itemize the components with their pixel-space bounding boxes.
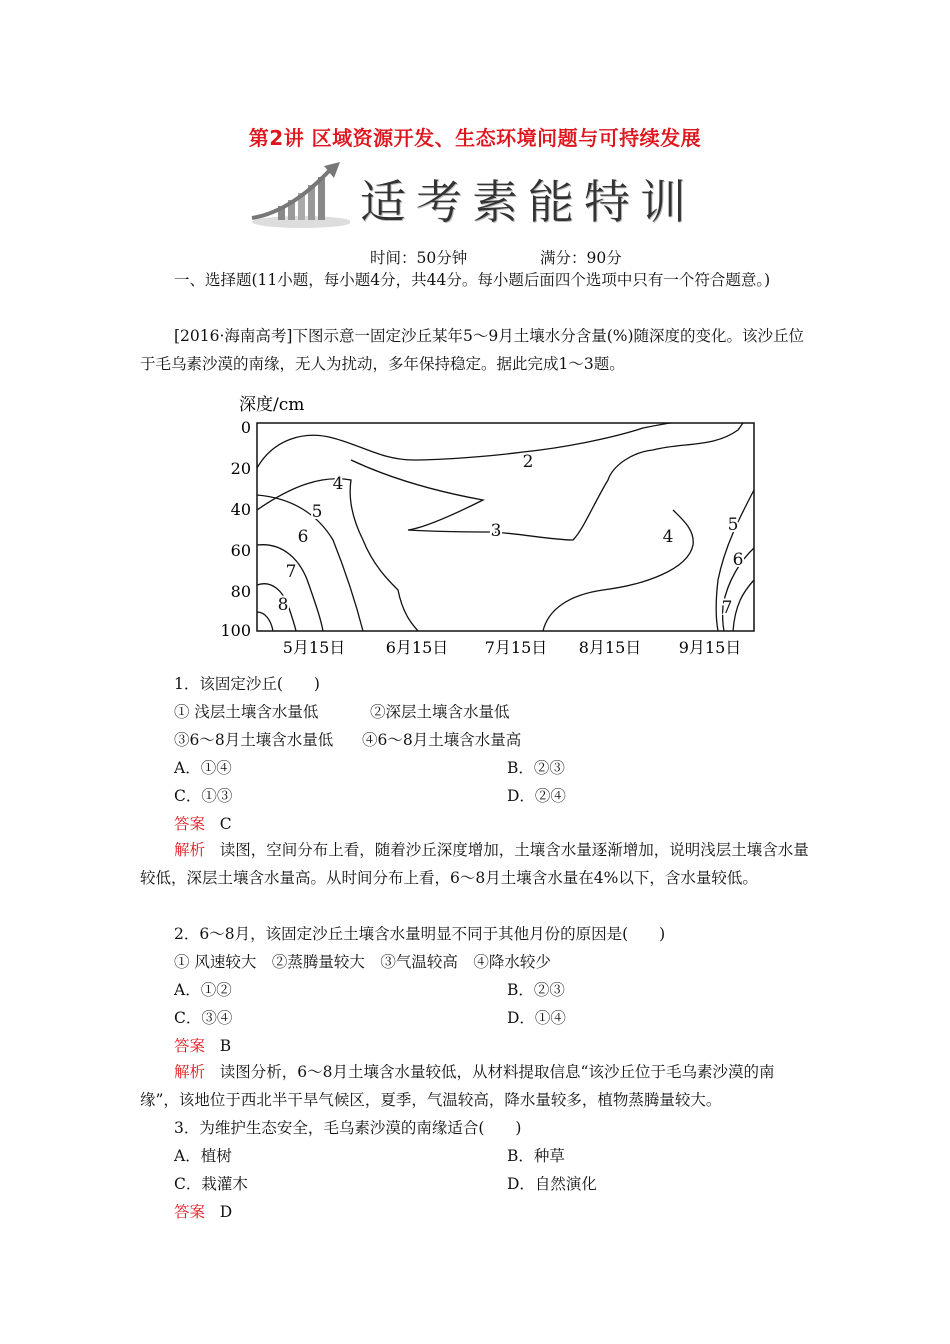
x-ticks <box>283 638 742 657</box>
q1-item: ④6～8月土壤含水量高 <box>362 731 522 749</box>
q3-option-a: A．植树 <box>174 1147 232 1165</box>
contour-label: 4 <box>332 474 344 494</box>
answer-value: C <box>219 815 232 833</box>
q1-option-d: D．②④ <box>507 787 566 805</box>
q3-option-d: D．自然演化 <box>507 1175 597 1193</box>
q1-option-a: A．①④ <box>174 759 232 777</box>
page-title: 第2讲 区域资源开发、生态环境问题与可持续发展 <box>248 126 702 150</box>
answer-value: D <box>219 1203 233 1221</box>
y-tick: 60 <box>230 541 251 560</box>
answer-value: B <box>219 1037 232 1055</box>
q3-option-c: C．栽灌木 <box>174 1175 248 1193</box>
banner-text: 适考素能特训 <box>360 175 696 229</box>
contour-label: 7 <box>721 598 733 618</box>
contour-label: 8 <box>277 595 289 615</box>
answer-label: 答案 <box>174 815 206 833</box>
q2-analysis <box>140 1058 812 1114</box>
y-tick: 20 <box>230 459 251 478</box>
contour-label: 6 <box>297 527 309 547</box>
q2-option-c: C．③④ <box>174 1009 233 1027</box>
q1-item: ②深层土壤含水量低 <box>370 703 510 721</box>
q3-option-b: B．种草 <box>507 1147 565 1165</box>
contour-label: 3 <box>490 521 502 541</box>
question-intro: [2016·海南高考]下图示意一固定沙丘某年5～9月土壤水分含量(%)随深度的变化。该沙丘位于毛乌素沙漠的南缘，无人为扰动，多年保持稳定。据此完成1～3题。 <box>140 327 805 373</box>
q3-stem: 3．为维护生态安全，毛乌素沙漠的南缘适合( ) <box>174 1119 522 1137</box>
y-tick: 100 <box>220 621 251 640</box>
x-tick: 9月15日 <box>678 638 742 657</box>
chart-ylabel: 深度/cm <box>239 395 305 415</box>
growth-chart-icon <box>250 160 350 232</box>
q1-option-c: C．①③ <box>174 787 233 805</box>
q2-items: ① 风速较大 ②蒸腾量较大 ③气温较高 ④降水较少 <box>174 953 551 971</box>
contour-6a <box>257 545 323 631</box>
section-heading: 一、选择题(11小题，每小题4分，共44分。每小题后面四个选项中只有一个符合题意。) <box>174 271 771 289</box>
exam-score: 满分：90分 <box>540 249 622 267</box>
q1-item: ③6～8月土壤含水量低 <box>174 731 334 749</box>
contour-2 <box>257 423 671 468</box>
q1-stem: 1．该固定沙丘( ) <box>174 675 320 693</box>
contour-labels <box>278 452 744 618</box>
contour-chart <box>213 380 758 664</box>
contour-7a <box>257 584 296 631</box>
contour-label: 2 <box>522 452 534 472</box>
contour-label: 5 <box>311 502 323 522</box>
x-tick: 6月15日 <box>385 638 449 657</box>
contour-label: 4 <box>662 527 674 547</box>
contour-5a <box>257 495 363 631</box>
x-tick: 7月15日 <box>484 638 548 657</box>
answer-label: 答案 <box>174 1203 206 1221</box>
x-tick: 5月15日 <box>282 638 346 657</box>
analysis-label: 解析 <box>174 841 206 859</box>
analysis-text: 读图，空间分布上看，随着沙丘深度增加，土壤含水量逐渐增加，说明浅层土壤含水量较低，深层土壤含水量高。从时间分布上看，6～8月土壤含水量在4%以下，含水量较低。 <box>140 841 809 887</box>
contour-8 <box>257 612 273 631</box>
q2-stem: 2．6～8月，该固定沙丘土壤含水量明显不同于其他月份的原因是( ) <box>174 925 666 943</box>
contour-lines <box>257 423 754 631</box>
q3-answer <box>174 1202 232 1222</box>
q1-option-b: B．②③ <box>507 759 565 777</box>
q2-answer <box>174 1036 231 1056</box>
analysis-label: 解析 <box>174 1063 206 1081</box>
contour-7b <box>733 580 754 631</box>
contour-label: 5 <box>727 515 739 535</box>
exam-time: 时间：50分钟 <box>370 249 468 267</box>
contour-label: 7 <box>285 562 297 582</box>
q1-item: ① 浅层土壤含水量低 <box>174 703 319 721</box>
answer-label: 答案 <box>174 1037 206 1055</box>
y-tick: 80 <box>230 582 251 601</box>
y-tick: 0 <box>240 418 251 437</box>
q1-analysis <box>140 836 812 892</box>
x-tick: 8月15日 <box>578 638 642 657</box>
contour-label: 6 <box>732 550 744 570</box>
q2-option-d: D．①④ <box>507 1009 566 1027</box>
banner <box>250 160 700 232</box>
y-ticks <box>220 418 251 640</box>
q1-answer <box>174 814 232 834</box>
q2-option-b: B．②③ <box>507 981 565 999</box>
q2-option-a: A．①② <box>174 981 232 999</box>
y-tick: 40 <box>230 500 251 519</box>
analysis-text: 读图分析，6～8月土壤含水量较低，从材料提取信息“该沙丘位于毛乌素沙漠的南缘”，该地位于西北半干旱气候区，夏季，气温较高，降水量较多，植物蒸腾量较大。 <box>140 1063 775 1109</box>
